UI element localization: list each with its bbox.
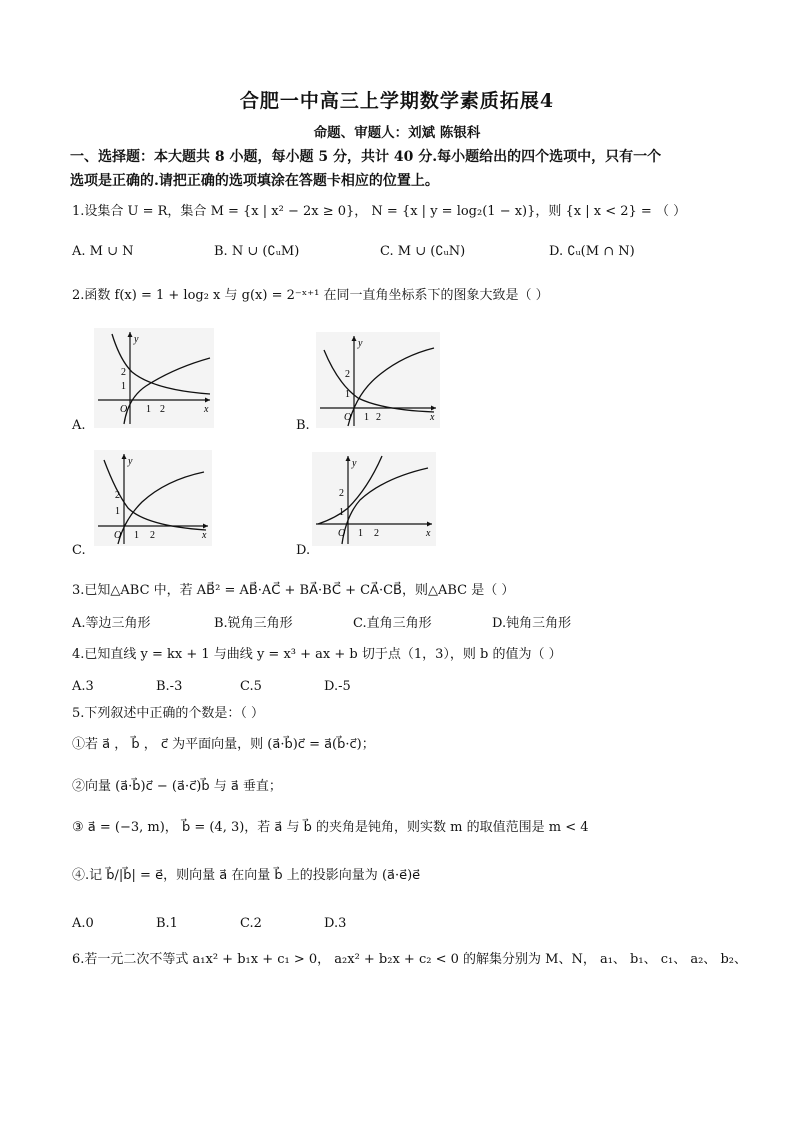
question-1-stem: 1.设集合 U = R，集合 M = {x | x² − 2x ≥ 0}， N = {x | y = log₂(1 − x)}，则 {x | x < 2} = （ ）: [72, 204, 687, 219]
question-5-stem: 5.下列叙述中正确的个数是：（ ）: [72, 706, 265, 721]
x-label: x: [204, 404, 209, 415]
x-tick-1: 1: [134, 530, 139, 541]
y-label: y: [134, 334, 139, 345]
question-4-stem: 4.已知直线 y = kx + 1 与曲线 y = x³ + ax + b 切于点（1，3），则 b 的值为（ ）: [72, 647, 562, 662]
page-title: 合肥一中高三上学期数学素质拓展4: [239, 90, 555, 112]
q2-option-b: B.: [296, 418, 310, 433]
x-tick-2: 2: [374, 528, 379, 539]
q2-graph-c: [94, 450, 212, 546]
x-tick-2: 2: [376, 412, 381, 423]
origin-label: O: [344, 412, 352, 423]
section-heading-line-1: 一、选择题：本大题共 8 小题，每小题 5 分，共计 40 分.每小题给出的四个选项中，只有一个: [70, 149, 662, 165]
q3-option-c: C.直角三角形: [353, 616, 432, 631]
q4-option-b: B.-3: [156, 679, 183, 694]
x-label: x: [426, 528, 431, 539]
q3-option-a: A.等边三角形: [72, 616, 151, 631]
q4-option-c: C.5: [240, 679, 262, 694]
origin-label: O: [120, 404, 128, 415]
question-6-stem: 6.若一元二次不等式 a₁x² + b₁x + c₁ > 0， a₂x² + b₂x + c₂ < 0 的解集分别为 M、N， a₁、 b₁、 c₁、 a₂、 b₂、: [72, 952, 747, 967]
q2-option-c: C.: [72, 543, 86, 558]
q3-option-b: B.锐角三角形: [214, 616, 293, 631]
authors-line: 命题、审题人：刘斌 陈银科: [313, 125, 481, 141]
y-tick-1: 1: [121, 381, 126, 392]
x-tick-2: 2: [150, 530, 155, 541]
q1-option-c: C. M ∪ (∁ᵤN): [380, 244, 466, 259]
q5-option-a: A.0: [72, 916, 94, 931]
section-heading-line-2: 选项是正确的.请把正确的选项填涂在答题卡相应的位置上。: [70, 173, 439, 189]
y-tick-1: 1: [115, 506, 120, 517]
y-tick-1: 1: [339, 507, 344, 518]
q2-option-d: D.: [296, 543, 311, 558]
q2-graph-b: [316, 332, 440, 428]
q4-option-a: A.3: [72, 679, 94, 694]
x-label: x: [430, 412, 435, 423]
x-tick-1: 1: [364, 412, 369, 423]
origin-label: O: [114, 530, 122, 541]
q3-option-d: D.钝角三角形: [492, 616, 572, 631]
q2-option-a: A.: [72, 418, 86, 433]
origin-label: O: [338, 528, 346, 539]
y-tick-2: 2: [339, 488, 344, 499]
q1-option-a: A. M ∪ N: [72, 244, 134, 259]
y-label: y: [358, 338, 363, 349]
q5-statement-3: ③ a⃗ = (−3, m)， b⃗ = (4, 3)，若 a⃗ 与 b⃗ 的夹角是钝角，则实数 m 的取值范围是 m < 4: [72, 820, 589, 835]
question-2-stem: 2.函数 f(x) = 1 + log₂ x 与 g(x) = 2⁻ˣ⁺¹ 在同一直角坐标系下的图象大致是（ ）: [72, 288, 549, 303]
question-3-stem: 3.已知△ABC 中，若 AB⃗² = AB⃗·AC⃗ + BA⃗·BC⃗ + CA⃗·CB⃗，则△ABC 是（ ）: [72, 583, 515, 598]
graph-background: [94, 328, 214, 428]
q5-statement-1: ①若 a⃗ ， b⃗ ， c⃗ 为平面向量，则 (a⃗·b⃗)c⃗ = a⃗(b⃗·c⃗)；: [72, 737, 375, 752]
x-label: x: [202, 530, 207, 541]
y-label: y: [352, 458, 357, 469]
q2-graph-a: [94, 328, 214, 428]
x-tick-2: 2: [160, 404, 165, 415]
q4-option-d: D.-5: [324, 679, 351, 694]
q1-option-d: D. ∁ᵤ(M ∩ N): [549, 244, 635, 259]
y-tick-2: 2: [121, 367, 126, 378]
y-label: y: [128, 456, 133, 467]
x-tick-1: 1: [146, 404, 151, 415]
q5-option-b: B.1: [156, 916, 178, 931]
y-tick-1: 1: [345, 389, 350, 400]
q5-statement-2: ②向量 (a⃗·b⃗)c⃗ − (a⃗·c⃗)b⃗ 与 a⃗ 垂直；: [72, 779, 282, 794]
q1-option-b: B. N ∪ (∁ᵤM): [214, 244, 300, 259]
q5-statement-4: ④.记 b⃗/|b⃗| = e⃗，则向量 a⃗ 在向量 b⃗ 上的投影向量为 (a⃗·e⃗)e⃗: [72, 868, 421, 883]
q5-option-c: C.2: [240, 916, 262, 931]
x-tick-1: 1: [358, 528, 363, 539]
y-tick-2: 2: [115, 490, 120, 501]
q5-option-d: D.3: [324, 916, 347, 931]
q2-graph-d: [312, 452, 436, 546]
y-tick-2: 2: [345, 369, 350, 380]
